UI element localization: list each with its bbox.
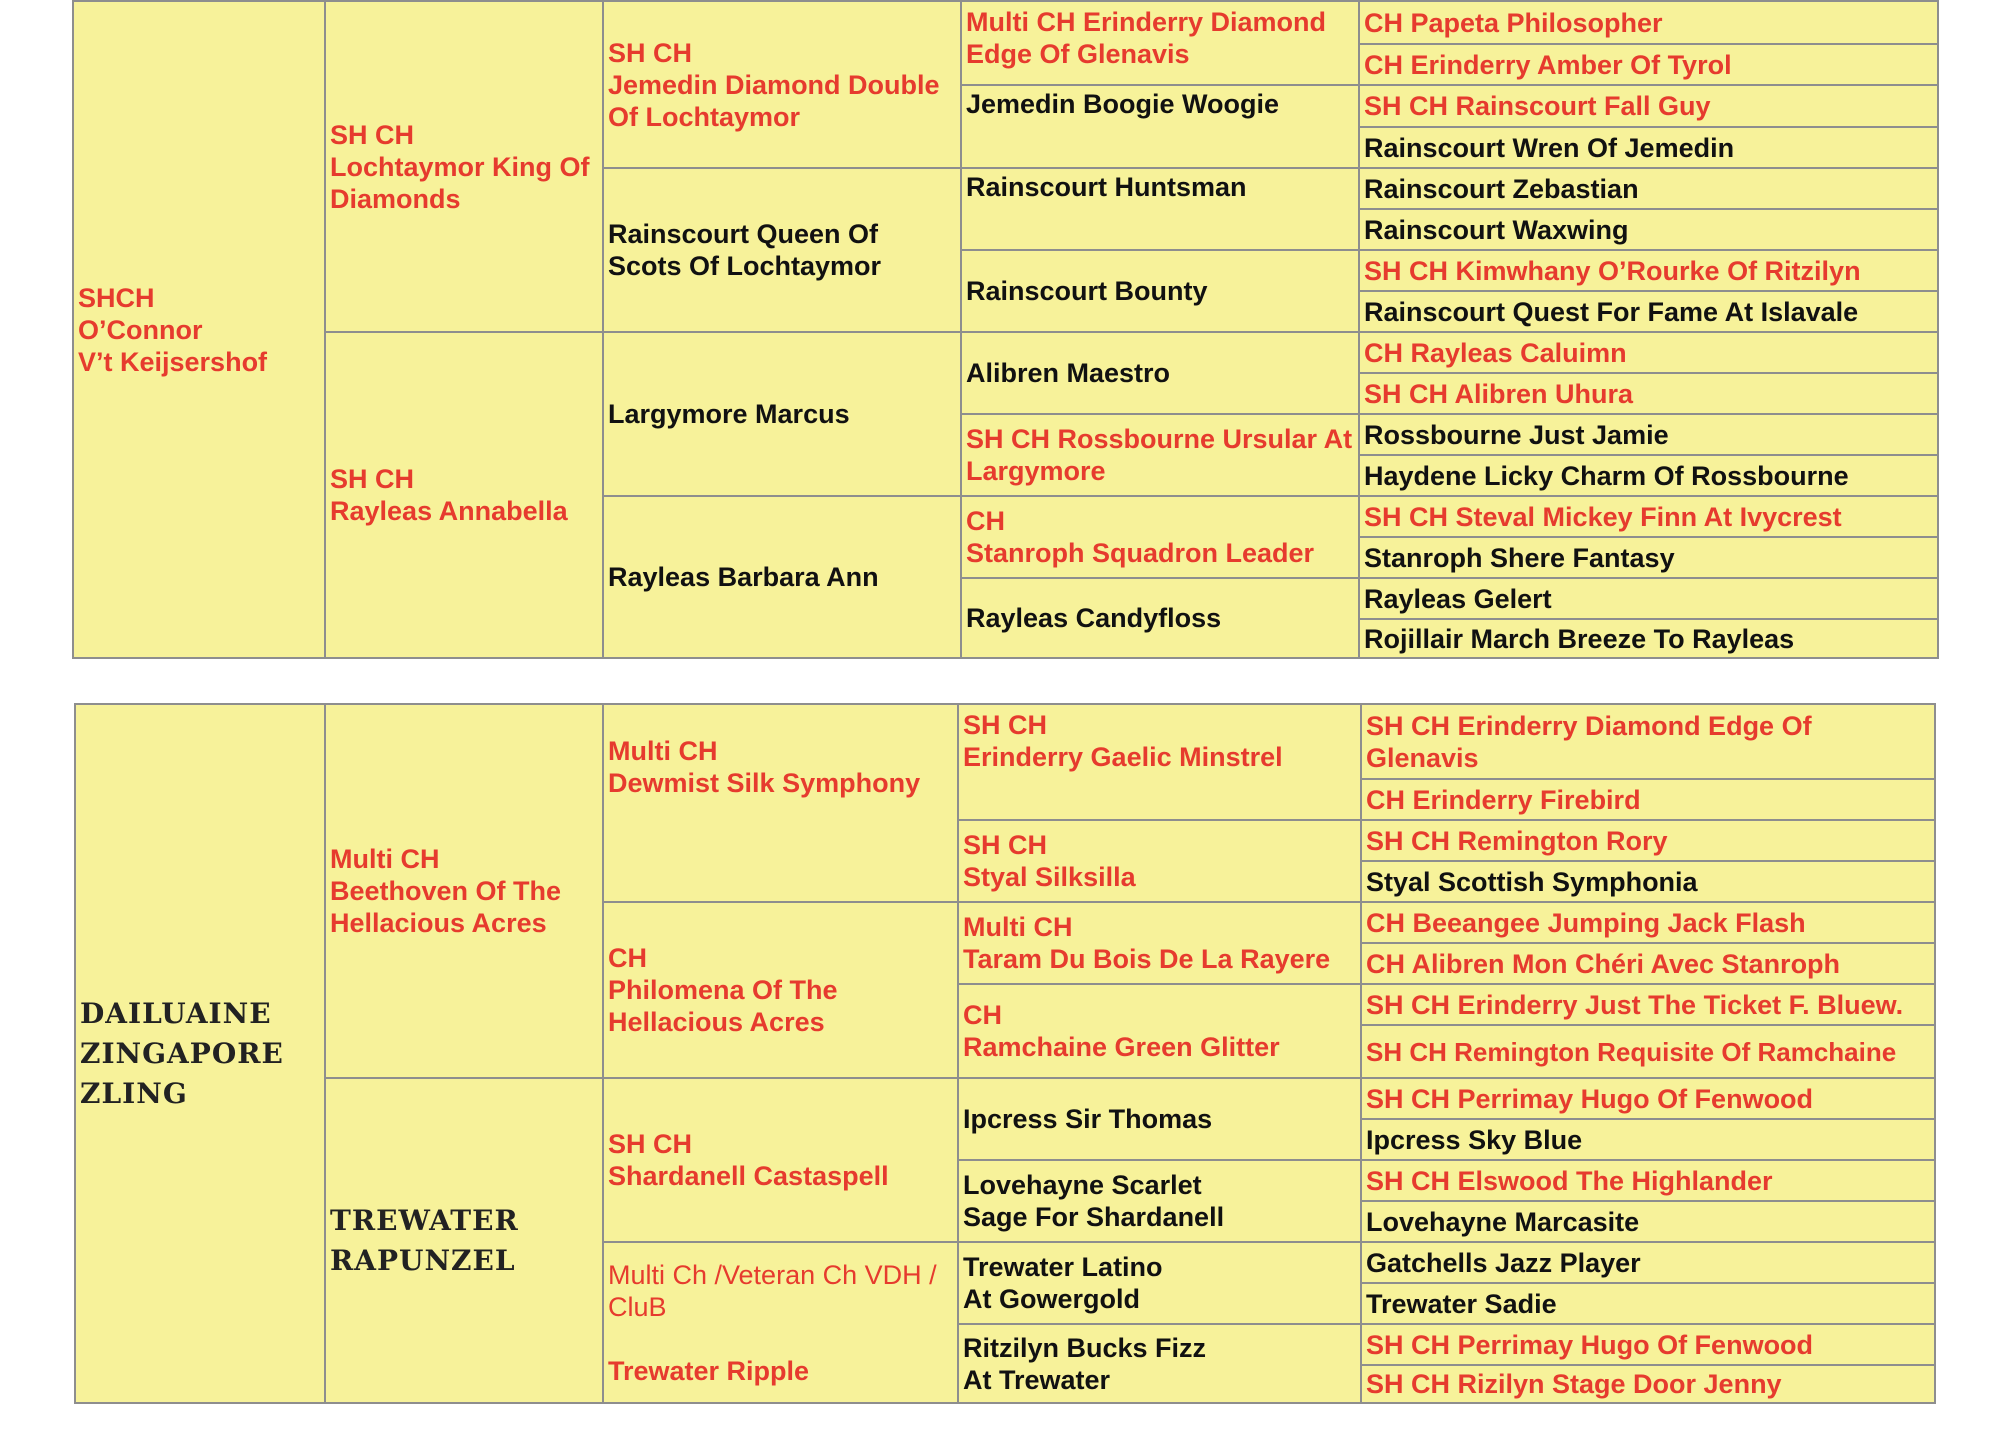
- p1-gen5-name: SH CH Alibren Uhura: [1364, 378, 1634, 409]
- p1-gen4-cell: [960, 331, 1358, 413]
- p2-gen5-cell: [1360, 1282, 1934, 1323]
- p1-sire-name: SHCH O’Connor V’t Keijsershof: [78, 282, 268, 377]
- p2-gen3-title-line: Multi Ch /Veteran Ch VDH / CluB: [608, 1259, 937, 1322]
- p1-gen5-cell: [1358, 495, 1937, 536]
- p1-gen3-name: SH CH Jemedin Diamond Double Of Lochtaymor: [608, 37, 940, 132]
- p1-sire: [74, 2, 324, 657]
- p1-gen5-cell: [1358, 413, 1937, 454]
- p2-gen5-cell: [1360, 1200, 1934, 1241]
- p2-gen5-cell: [1360, 901, 1934, 942]
- p2-gen4-cell: [957, 1241, 1360, 1323]
- p1-gen5-cell: [1358, 454, 1937, 495]
- p1-gen4-cell: [960, 84, 1358, 167]
- p1-gen5-cell: [1358, 331, 1937, 372]
- p2-gen5-name: SH CH Erinderry Diamond Edge Of Glenavis: [1366, 710, 1812, 773]
- p1-gen5-name: CH Rayleas Caluimn: [1364, 337, 1627, 368]
- p2-gen5-cell: [1360, 705, 1934, 778]
- p2-gen4-name: Ritzilyn Bucks Fizz At Trewater: [963, 1332, 1207, 1395]
- pedigree-table-2: [74, 703, 1936, 1404]
- p1-gen3-name: Largymore Marcus: [608, 399, 850, 429]
- p2-gen5-cell: [1360, 1323, 1934, 1364]
- p2-gen4-cell: [957, 983, 1360, 1077]
- p1-gen5-name: SH CH Rainscourt Fall Guy: [1364, 91, 1711, 121]
- p2-gen5-cell: [1360, 983, 1934, 1024]
- p1-gen5-name: SH CH Steval Mickey Finn At Ivycrest: [1364, 501, 1842, 532]
- p2-gen5-name: Trewater Sadie: [1366, 1288, 1557, 1319]
- p2-gen5-cell: [1360, 1159, 1934, 1200]
- p1-gen5-name: Rainscourt Quest For Fame At Islavale: [1364, 296, 1859, 327]
- p2-gen3-name: SH CH Shardanell Castaspell: [608, 1129, 889, 1191]
- p1-gen5-cell: [1358, 577, 1937, 618]
- p1-gen4-name: Alibren Maestro: [966, 358, 1171, 388]
- p2-gen5-name: Ipcress Sky Blue: [1366, 1124, 1583, 1155]
- p2-gen2-cell: [324, 1077, 602, 1402]
- p2-gen2-cell: [324, 705, 602, 1077]
- p2-sire-name: DAILUAINE ZINGAPORE ZLING: [80, 996, 284, 1110]
- p2-gen5-name: SH CH Perrimay Hugo Of Fenwood: [1366, 1083, 1814, 1114]
- p2-gen4-cell: [957, 819, 1360, 901]
- p2-gen3-cell: [602, 705, 957, 901]
- p2-gen2-name: Multi CH Beethoven Of The Hellacious Acres: [330, 844, 562, 938]
- p2-gen5-cell: [1360, 1364, 1934, 1402]
- p1-gen3-cell: [602, 331, 960, 495]
- pedigree-table-1: [72, 0, 1939, 659]
- p2-gen4-cell: [957, 1159, 1360, 1241]
- p1-gen5-name: CH Papeta Philosopher: [1364, 7, 1663, 38]
- p1-gen5-name: Rainscourt Wren Of Jemedin: [1364, 132, 1735, 163]
- p2-gen5-name: SH CH Elswood The Highlander: [1366, 1165, 1773, 1196]
- p2-gen4-name: CH Ramchaine Green Glitter: [963, 1000, 1280, 1062]
- p2-gen5-cell: [1360, 1118, 1934, 1159]
- p1-gen4-name: CH Stanroph Squadron Leader: [966, 506, 1315, 568]
- p2-gen2-name: TREWATER RAPUNZEL: [330, 1203, 519, 1277]
- p1-gen5-cell: [1358, 618, 1937, 657]
- p2-gen5-cell: [1360, 860, 1934, 901]
- p2-gen5-cell: [1360, 819, 1934, 860]
- p1-gen4-cell: [960, 577, 1358, 657]
- p2-gen5-cell: [1360, 1024, 1934, 1077]
- p2-gen5-name: SH CH Remington Rory: [1366, 825, 1668, 856]
- p2-gen4-cell: [957, 1077, 1360, 1159]
- p2-gen3-mixed-name: [608, 1241, 948, 1402]
- p2-gen5-name: CH Beeangee Jumping Jack Flash: [1366, 907, 1806, 938]
- p1-gen4-name: SH CH Rossbourne Ursular At Largymore: [966, 424, 1353, 486]
- p1-gen5-cell: [1358, 167, 1937, 208]
- p2-gen4-cell: [957, 901, 1360, 983]
- p2-gen5-name: CH Alibren Mon Chéri Avec Stanroph: [1366, 948, 1841, 979]
- p1-gen5-name: SH CH Kimwhany O’Rourke Of Ritzilyn: [1364, 255, 1861, 286]
- p2-gen5-name: CH Erinderry Firebird: [1366, 784, 1641, 815]
- p1-gen5-name: CH Erinderry Amber Of Tyrol: [1364, 49, 1732, 80]
- p2-gen4-name: Lovehayne Scarlet Sage For Shardanell: [963, 1170, 1225, 1232]
- p1-gen5-name: Rossbourne Just Jamie: [1364, 419, 1669, 450]
- p2-gen5-name: Gatchells Jazz Player: [1366, 1247, 1641, 1278]
- p2-gen5-name: Styal Scottish Symphonia: [1366, 866, 1698, 897]
- p2-gen4-name: Ipcress Sir Thomas: [963, 1104, 1213, 1134]
- p1-gen2-cell: [324, 331, 602, 657]
- p1-gen5-cell: [1358, 84, 1937, 126]
- p2-gen5-cell: [1360, 778, 1934, 819]
- p2-gen4-cell: [957, 705, 1360, 819]
- p1-gen5-cell: [1358, 249, 1937, 290]
- p1-gen5-cell: [1358, 290, 1937, 331]
- p1-gen2-name: SH CH Lochtaymor King Of Diamonds: [330, 119, 590, 214]
- p2-gen5-name: SH CH Remington Requisite Of Ramchaine: [1366, 1036, 1897, 1067]
- p2-sire: [76, 705, 324, 1402]
- p1-gen3-cell: [602, 495, 960, 657]
- p2-gen4-name: SH CH Erinderry Gaelic Minstrel: [963, 710, 1283, 772]
- p1-gen5-name: Rainscourt Waxwing: [1364, 214, 1629, 245]
- p1-gen5-cell: [1358, 43, 1937, 84]
- p2-gen4-name: Trewater Latino At Gowergold: [963, 1252, 1163, 1314]
- p1-gen4-cell: [960, 413, 1358, 495]
- p1-gen5-name: Stanroph Shere Fantasy: [1364, 542, 1675, 573]
- p2-gen3-name: CH Philomena Of The Hellacious Acres: [608, 943, 838, 1037]
- p2-gen3-cell: [602, 1077, 957, 1241]
- p1-gen2-name: SH CH Rayleas Annabella: [330, 464, 568, 526]
- p1-gen5-cell: [1358, 126, 1937, 167]
- p2-gen5-cell: [1360, 1077, 1934, 1118]
- p2-gen4-name: SH CH Styal Silksilla: [963, 830, 1136, 892]
- p1-gen4-name: Jemedin Boogie Woogie: [966, 89, 1280, 119]
- p1-gen4-cell: [960, 249, 1358, 331]
- p1-gen5-cell: [1358, 372, 1937, 413]
- p1-gen5-cell: [1358, 536, 1937, 577]
- p2-gen4-name: Multi CH Taram Du Bois De La Rayere: [963, 912, 1331, 974]
- p1-gen5-name: Rayleas Gelert: [1364, 583, 1552, 614]
- p2-gen5-name: SH CH Perrimay Hugo Of Fenwood: [1366, 1329, 1814, 1360]
- p1-gen5-name: Haydene Licky Charm Of Rossbourne: [1364, 460, 1849, 491]
- p2-gen3-cell: [602, 1241, 957, 1402]
- p1-gen4-name: Rainscourt Huntsman: [966, 172, 1247, 202]
- p1-gen2-cell: [324, 2, 602, 331]
- p1-gen5-cell: [1358, 208, 1937, 249]
- p1-gen4-name: Rayleas Candyfloss: [966, 603, 1222, 633]
- p2-gen3-cell: [602, 901, 957, 1077]
- p1-gen4-name: Multi CH Erinderry Diamond Edge Of Glenavis: [966, 7, 1327, 69]
- p2-gen5-cell: [1360, 1241, 1934, 1282]
- p1-gen4-name: Rainscourt Bounty: [966, 276, 1208, 306]
- p1-gen3-cell: [602, 167, 960, 331]
- p1-gen3-cell: [602, 2, 960, 167]
- p1-gen3-name: Rainscourt Queen Of Scots Of Lochtaymor: [608, 219, 882, 281]
- p2-gen5-cell: [1360, 942, 1934, 983]
- p2-gen5-name: SH CH Erinderry Just The Ticket F. Bluew.: [1366, 989, 1904, 1020]
- p1-gen4-cell: [960, 2, 1358, 84]
- p2-gen3-name-line: Trewater Ripple: [608, 1355, 810, 1386]
- p2-gen4-cell: [957, 1323, 1360, 1402]
- p2-gen5-name: Lovehayne Marcasite: [1366, 1206, 1640, 1237]
- p2-gen5-name: SH CH Rizilyn Stage Door Jenny: [1366, 1369, 1782, 1399]
- p2-gen3-name: Multi CH Dewmist Silk Symphony: [608, 736, 921, 798]
- p1-gen4-cell: [960, 167, 1358, 249]
- p1-gen5-name: Rainscourt Zebastian: [1364, 173, 1639, 204]
- p1-gen5-name: Rojillair March Breeze To Rayleas: [1364, 623, 1795, 654]
- p1-gen3-name: Rayleas Barbara Ann: [608, 562, 879, 592]
- p1-gen5-cell: [1358, 2, 1937, 43]
- p1-gen4-cell: [960, 495, 1358, 577]
